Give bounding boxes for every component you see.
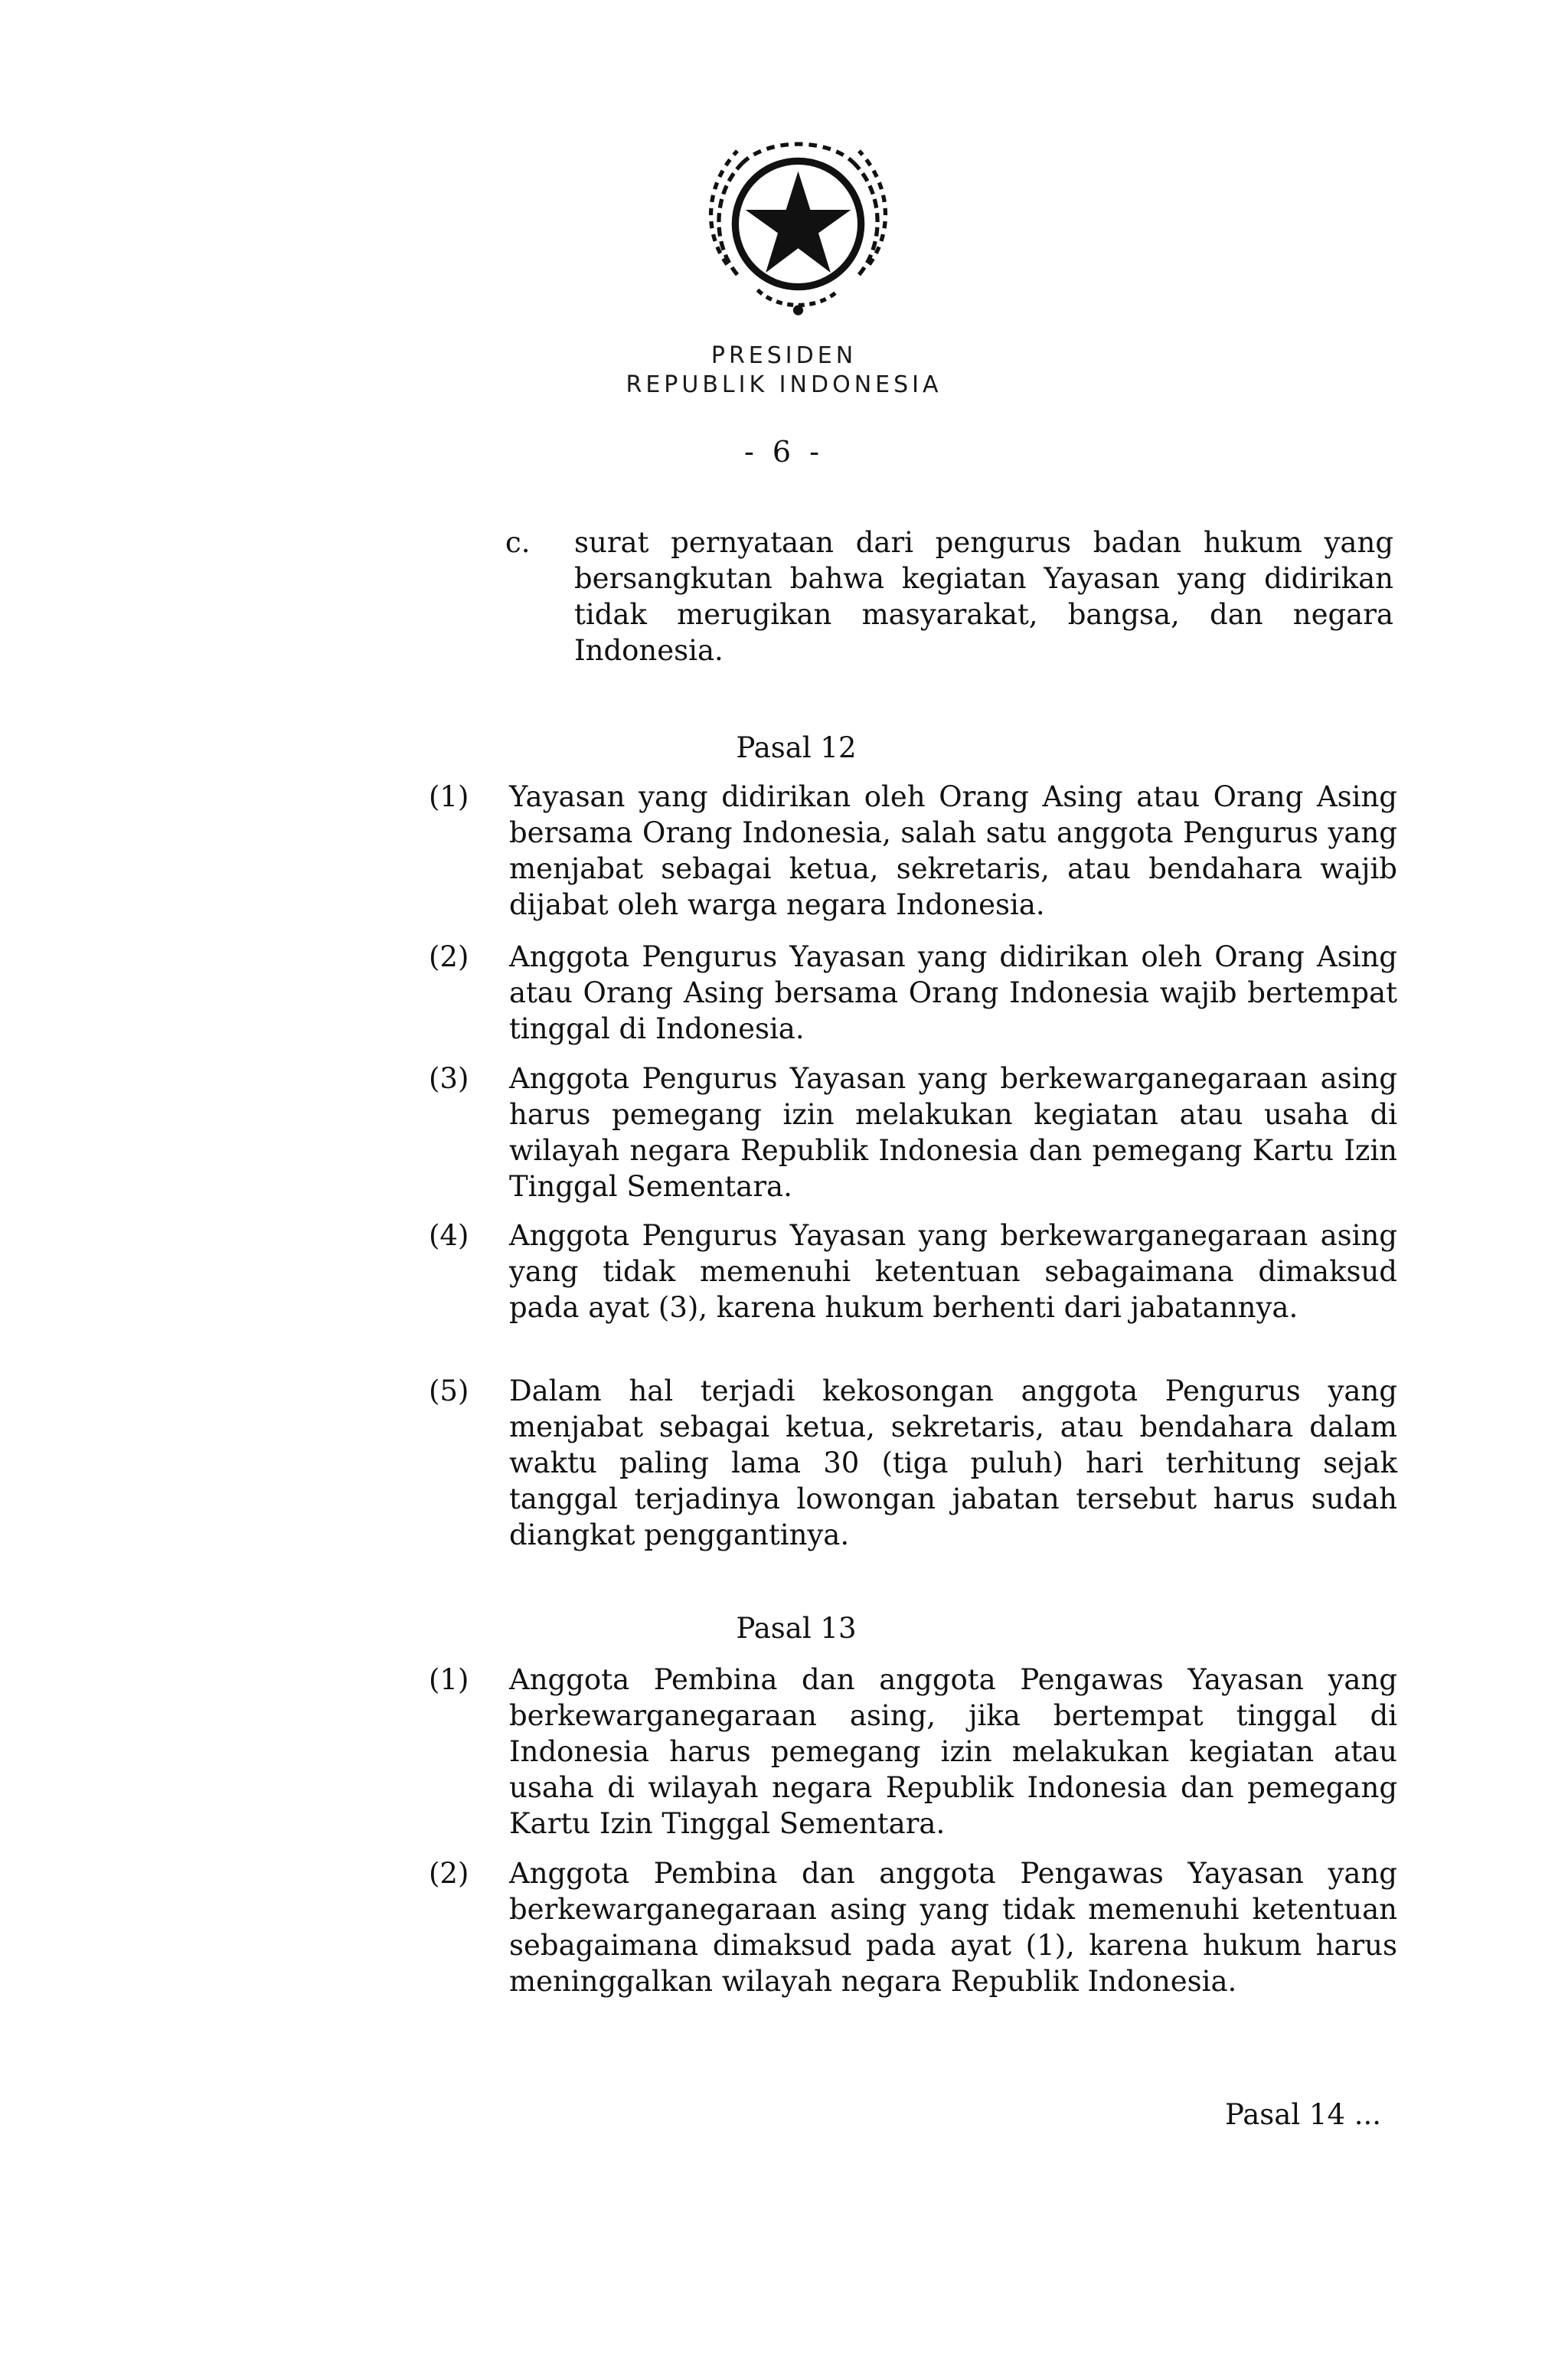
ayat-number: (5)	[429, 1374, 469, 1407]
ayat-text: Anggota Pembina dan anggota Pengawas Yayasan yang berkewarganegaraan asing, jika bertempat tinggal di Indonesia harus pemegang izin melakukan kegiatan atau usaha di wilayah negara Republik Indonesia dan pemegang Kartu Izin Tinggal Sementara.	[509, 1663, 1397, 1840]
ayat-number: (1)	[429, 780, 469, 813]
ayat-number: (3)	[429, 1062, 469, 1095]
next-page-indicator: Pasal 14 ...	[1225, 2098, 1382, 2131]
ayat-number: (2)	[429, 940, 469, 973]
ayat-number: (1)	[429, 1663, 469, 1696]
pasal-12-heading: Pasal 12	[736, 731, 857, 764]
ayat-text: Anggota Pengurus Yayasan yang berkewarganegaraan asing harus pemegang izin melakukan kegiatan atau usaha di wilayah negara Republik Indonesia dan pemegang Kartu Izin Tinggal Sementara.	[509, 1062, 1397, 1203]
header-title-presiden: PRESIDEN	[710, 342, 858, 369]
ayat-text: Yayasan yang didirikan oleh Orang Asing atau Orang Asing bersama Orang Indonesia, salah satu anggota Pengurus yang menjabat sebagai ketua, sekretaris, atau bendahara wajib dijabat oleh warga negara Indonesia.	[509, 780, 1397, 921]
list-item-text: surat pernyataan dari pengurus badan hukum yang bersangkutan bahwa kegiatan Yayasan yang didirikan tidak merugikan masyarakat, bangsa, dan negara Indonesia.	[574, 526, 1393, 667]
page-number: - 6 -	[743, 435, 824, 469]
ayat-text: Dalam hal terjadi kekosongan anggota Pengurus yang menjabat sebagai ketua, sekretaris, atau bendahara dalam waktu paling lama 30 (tiga puluh) hari terhitung sejak tanggal terjadinya lowongan jabatan tersebut harus sudah diangkat penggantinya.	[509, 1374, 1397, 1551]
ayat-number: (4)	[429, 1219, 469, 1252]
header-title-republik: REPUBLIK INDONESIA	[626, 371, 942, 398]
garuda-star-emblem-icon	[697, 123, 900, 325]
pasal-13-heading: Pasal 13	[736, 1612, 857, 1645]
ayat-text: Anggota Pengurus Yayasan yang berkewarganegaraan asing yang tidak memenuhi ketentuan sebagaimana dimaksud pada ayat (3), karena hukum berhenti dari jabatannya.	[509, 1219, 1397, 1324]
ayat-text: Anggota Pembina dan anggota Pengawas Yayasan yang berkewarganegaraan asing yang tidak memenuhi ketentuan sebagaimana dimaksud pada ayat (1), karena hukum harus meninggalkan wilayah negara Republik Indonesia.	[509, 1857, 1397, 1998]
ayat-number: (2)	[429, 1857, 469, 1890]
list-item-label: c.	[505, 526, 531, 559]
ayat-text: Anggota Pengurus Yayasan yang didirikan oleh Orang Asing atau Orang Asing bersama Orang Indonesia wajib bertempat tinggal di Indonesia.	[509, 940, 1397, 1045]
